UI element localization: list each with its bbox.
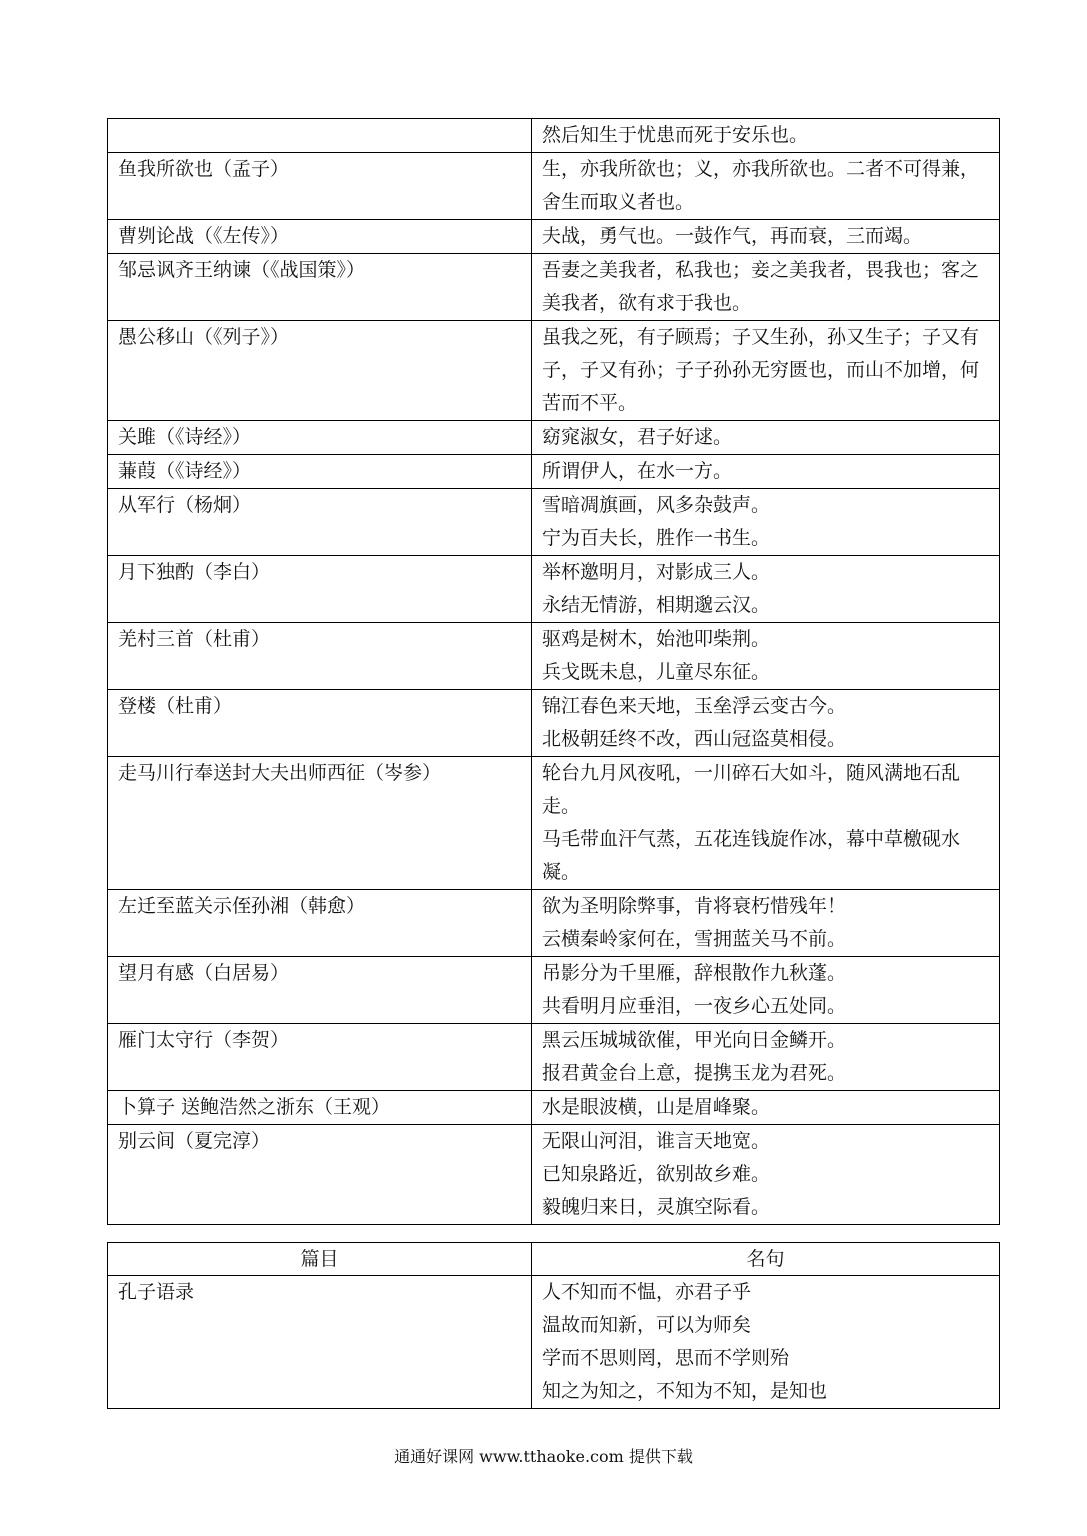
quote-line: 北极朝廷终不改，西山冠盗莫相侵。 — [542, 728, 847, 750]
famous-quote — [532, 556, 1000, 623]
quote-line: 人不知而不愠，亦君子乎 — [542, 1281, 752, 1303]
quote-line: 温故而知新，可以为师矣 — [542, 1314, 752, 1336]
work-title: 别云间（夏完淳） — [108, 1125, 532, 1225]
famous-quote — [532, 1024, 1000, 1091]
table-row — [108, 421, 1000, 455]
famous-quote — [532, 690, 1000, 757]
famous-quote — [532, 455, 1000, 489]
table-row — [108, 1276, 1000, 1409]
famous-quote — [532, 153, 1000, 220]
table-row — [108, 489, 1000, 556]
table-row — [108, 623, 1000, 690]
famous-quote — [532, 254, 1000, 321]
work-title: 关雎（《诗经》） — [108, 421, 532, 455]
quote-line: 夫战，勇气也。一鼓作气，再而衰，三而竭。 — [542, 225, 923, 247]
page-footer: 通通好课网 www.tthaoke.com 提供下载 — [394, 1447, 693, 1466]
confucius-quotes-table — [107, 1242, 1000, 1409]
famous-quote — [532, 890, 1000, 957]
quote-line: 报君黄金台上意，提携玉龙为君死。 — [542, 1062, 847, 1084]
famous-quote — [532, 623, 1000, 690]
table-row — [108, 220, 1000, 254]
quote-line: 然后知生于忧患而死于安乐也。 — [542, 124, 809, 146]
quote-line: 吾妻之美我者，私我也；妾之美我者，畏我也；客之美我者，欲有求于我也。 — [542, 259, 980, 314]
work-title: 从军行（杨炯） — [108, 489, 532, 556]
quote-line: 马毛带血汗气蒸，五花连钱旋作冰，幕中草檄砚水凝。 — [542, 828, 961, 883]
table-row — [108, 1024, 1000, 1091]
quote-line: 无限山河泪，谁言天地宽。 — [542, 1130, 771, 1152]
quote-line: 窈窕淑女，君子好逑。 — [542, 426, 733, 448]
table-row — [108, 1125, 1000, 1225]
quote-line: 学而不思则罔，思而不学则殆 — [542, 1347, 790, 1369]
quote-line: 黑云压城城欲催，甲光向日金鳞开。 — [542, 1029, 847, 1051]
quote-line: 宁为百夫长，胜作一书生。 — [542, 527, 771, 549]
table-row — [108, 119, 1000, 153]
quote-line: 举杯邀明月，对影成三人。 — [542, 561, 771, 583]
header-quote: 名句 — [532, 1243, 1000, 1276]
work-title: 鱼我所欲也（孟子） — [108, 153, 532, 220]
work-title — [108, 119, 532, 153]
table-row — [108, 153, 1000, 220]
quote-line: 雪暗凋旗画，风多杂鼓声。 — [542, 494, 771, 516]
quote-line: 欲为圣明除弊事，肯将衰朽惜残年！ — [542, 895, 847, 917]
quote-line: 虽我之死，有子顾焉；子又生孙，孙又生子；子又有子，子又有孙；子子孙孙无穷匮也，而山不加增，何苦而不平。 — [542, 326, 980, 414]
quote-line: 知之为知之，不知为不知，是知也 — [542, 1380, 828, 1402]
famous-quote — [532, 220, 1000, 254]
table-row — [108, 957, 1000, 1024]
quote-line: 所谓伊人，在水一方。 — [542, 460, 733, 482]
table-row — [108, 757, 1000, 890]
quote-line: 共看明月应垂泪，一夜乡心五处同。 — [542, 995, 847, 1017]
work-title: 邹忌讽齐王纳谏（《战国策》） — [108, 254, 532, 321]
work-title: 登楼（杜甫） — [108, 690, 532, 757]
quote-line: 兵戈既未息，儿童尽东征。 — [542, 661, 771, 683]
quote-line: 水是眼波横，山是眉峰聚。 — [542, 1096, 771, 1118]
work-title: 曹刿论战（《左传》） — [108, 220, 532, 254]
famous-quote — [532, 421, 1000, 455]
work-title: 孔子语录 — [108, 1276, 532, 1409]
famous-quote — [532, 119, 1000, 153]
work-title: 蒹葭（《诗经》） — [108, 455, 532, 489]
quote-line: 轮台九月风夜吼，一川碎石大如斗，随风满地石乱走。 — [542, 762, 961, 817]
work-title: 左迁至蓝关示侄孙湘（韩愈） — [108, 890, 532, 957]
table-row — [108, 690, 1000, 757]
table-row — [108, 254, 1000, 321]
table-row — [108, 556, 1000, 623]
famous-quote — [532, 321, 1000, 421]
famous-quote — [532, 1091, 1000, 1125]
famous-quote — [532, 489, 1000, 556]
work-title: 愚公移山（《列子》） — [108, 321, 532, 421]
famous-quote — [532, 957, 1000, 1024]
table-header-row — [108, 1243, 1000, 1276]
quote-line: 生，亦我所欲也；义，亦我所欲也。二者不可得兼，舍生而取义者也。 — [542, 158, 980, 213]
famous-quote — [532, 1125, 1000, 1225]
quote-line: 毅魄归来日，灵旗空际看。 — [542, 1196, 771, 1218]
quote-line: 锦江春色来天地，玉垒浮云变古今。 — [542, 695, 847, 717]
work-title: 月下独酌（李白） — [108, 556, 532, 623]
quote-line: 永结无情游，相期邈云汉。 — [542, 594, 771, 616]
work-title: 望月有感（白居易） — [108, 957, 532, 1024]
quote-line: 驱鸡是树木，始池叩柴荆。 — [542, 628, 771, 650]
work-title: 走马川行奉送封大夫出师西征（岑参） — [108, 757, 532, 890]
table-row — [108, 890, 1000, 957]
work-title: 卜算子 送鲍浩然之浙东（王观） — [108, 1091, 532, 1125]
famous-quote — [532, 757, 1000, 890]
poetry-quotes-table — [107, 118, 1000, 1225]
table-row — [108, 455, 1000, 489]
famous-quote — [532, 1276, 1000, 1409]
work-title: 雁门太守行（李贺） — [108, 1024, 532, 1091]
table-row — [108, 321, 1000, 421]
quote-line: 吊影分为千里雁，辞根散作九秋蓬。 — [542, 962, 847, 984]
quote-line: 已知泉路近，欲别故乡难。 — [542, 1163, 771, 1185]
header-title: 篇目 — [108, 1243, 532, 1276]
quote-line: 云横秦岭家何在，雪拥蓝关马不前。 — [542, 928, 847, 950]
table-row — [108, 1091, 1000, 1125]
work-title: 羌村三首（杜甫） — [108, 623, 532, 690]
